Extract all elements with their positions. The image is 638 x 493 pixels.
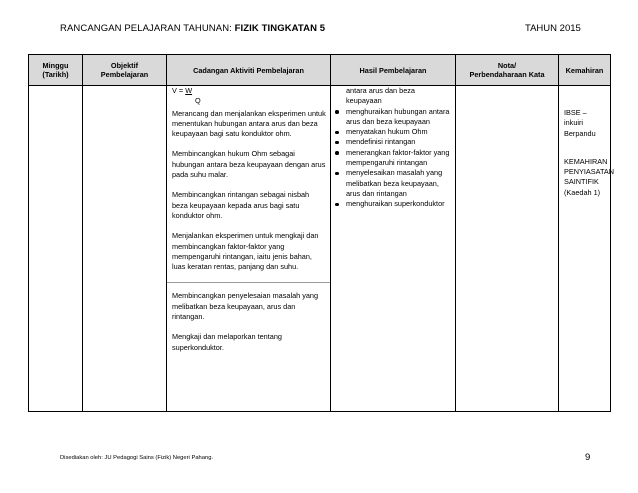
page-number: 9 [585, 452, 591, 463]
list-item: menyatakan hukum Ohm [334, 127, 451, 137]
skill-line: IBSE – inkuiri [564, 108, 587, 128]
cell-kemahiran [559, 86, 615, 412]
activity-item: Membincangkan rintangan sebagai nisbah beza keupayaan kepada arus bagi satu konduktor ohm. [172, 190, 310, 220]
col-header-objektif: Objektif Pembelajaran [83, 55, 167, 86]
list-item: menyelesaikan masalah yang melibatkan beza keupayaan, arus dan rintangan [334, 168, 451, 199]
lesson-plan-table [28, 54, 615, 412]
cell-minggu [29, 86, 83, 412]
skill-line: SAINTIFIK [564, 177, 599, 187]
skill-line: PENYIASATAN [564, 167, 615, 177]
document-year: TAHUN 2015 [525, 23, 581, 34]
table-header-row [29, 55, 611, 86]
list-item: menghuraikan superkonduktor [334, 199, 451, 209]
col-header-nota: Nota/ Perbendaharaan Kata [456, 55, 559, 86]
skill-line: Berpandu [564, 128, 596, 138]
formula-voltage: V = W [172, 86, 193, 95]
document-title [60, 23, 325, 34]
skill-line: (Kaedah 1) [564, 187, 601, 197]
activity-item: Menjalankan eksperimen untuk mengkaji dan membincangkan faktor-faktor yang mempengaruhi rintangan, iaitu jenis bahan, luas keratan rentas, panjang dan suhu. [172, 231, 319, 272]
formula-denominator: Q [195, 96, 201, 106]
activity-item: Membincangkan hukum Ohm sebagai hubungan antara beza keupayaan dengan arus pada suhu malar. [172, 149, 326, 180]
list-item: menghuraikan hubungan antara arus dan beza keupayaan [334, 107, 451, 128]
title-subject: FIZIK TINGKATAN 5 [234, 23, 326, 34]
outcome-list [334, 107, 451, 210]
cell-nota [456, 86, 559, 412]
col-header-kemahiran: Kemahiran [559, 55, 611, 86]
cell-objektif [83, 86, 167, 412]
activity-item: Merancang dan menjalankan eksperimen untuk menentukan hubungan antara arus dan beza keupayaan bagi satu konduktor ohm. [172, 108, 326, 139]
list-item: mendefinisi rintangan [334, 137, 451, 147]
col-header-aktiviti: Cadangan Aktiviti Pembelajaran [167, 55, 331, 86]
cell-hasil [331, 86, 456, 412]
col-header-hasil: Hasil Pembelajaran [331, 55, 456, 86]
skill-line: KEMAHIRAN [564, 156, 608, 166]
title-prefix: RANCANGAN PELAJARAN TAHUNAN: [60, 23, 235, 34]
cell-aktiviti [167, 86, 331, 412]
activity-item: Mengkaji dan melaporkan tentang superkonduktor. [172, 332, 282, 352]
col-header-minggu: Minggu (Tarikh) [29, 55, 83, 86]
outcome-intro: antara arus dan beza keupayaan [346, 86, 415, 106]
table-row [29, 86, 611, 412]
footer-prepared-by: Disediakan oleh: JU Pedagogi Sains (Fizik) Negeri Pahang. [60, 455, 214, 461]
divider [167, 282, 330, 287]
activity-item: Membincangkan penyelesaian masalah yang melibatkan beza keupayaan, arus dan rintangan. [172, 291, 319, 322]
list-item: menerangkan faktor-faktor yang mempengaruhi rintangan [334, 148, 451, 169]
